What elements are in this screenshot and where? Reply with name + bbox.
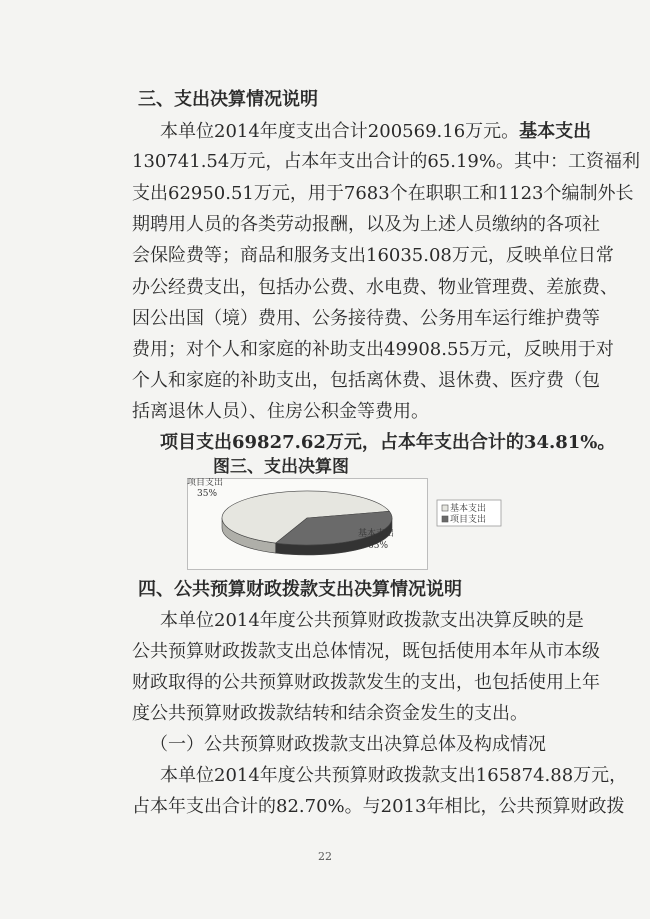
basic-expense-label: 基本支出 <box>519 121 592 142</box>
paragraph-line: 本单位2014年度公共预算财政拨款支出165874.88万元， <box>160 765 628 786</box>
paragraph-line: 130741.54万元，占本年支出合计的65.19%。其中：工资福利 <box>132 151 640 172</box>
slice-label-basic-name: 基本支出 <box>358 529 395 539</box>
slice-label-project-pct: 35% <box>197 489 218 499</box>
legend-label-basic: 基本支出 <box>450 504 487 514</box>
slice-label-basic-pct: 65% <box>368 541 389 551</box>
paragraph-line: 度公共预算财政拨款结转和结余资金发生的支出。 <box>132 703 528 724</box>
paragraph-line: 括离退休人员）、住房公积金等费用。 <box>132 401 429 422</box>
pie-group <box>222 491 395 555</box>
subsection-heading: （一）公共预算财政拨款支出决算总体及构成情况 <box>150 734 546 755</box>
section-4-heading: 四、公共预算财政拨款支出决算情况说明 <box>138 579 462 600</box>
paragraph-line: 办公经费支出，包括办公费、水电费、物业管理费、差旅费、 <box>132 277 618 298</box>
paragraph-line: 费用；对个人和家庭的补助支出49908.55万元，反映用于对 <box>132 339 614 360</box>
paragraph-line <box>160 120 592 144</box>
chart-title: 图三、支出决算图 <box>213 457 349 477</box>
paragraph-line: 因公出国（境）费用、公务接待费、公务用车运行维护费等 <box>132 308 600 329</box>
slice-label-project-name: 项目支出 <box>187 478 224 488</box>
project-expense-line: 项目支出69827.62万元，占本年支出合计的34.81%。 <box>160 432 616 453</box>
paragraph-line: 占本年支出合计的82.70%。与2013年相比，公共预算财政拨 <box>132 796 625 817</box>
legend-swatch-basic <box>442 505 448 511</box>
paragraph-line: 财政取得的公共预算财政拨款发生的支出，也包括使用上年 <box>132 672 600 693</box>
legend-label-project: 项目支出 <box>450 515 487 525</box>
paragraph-line: 本单位2014年度公共预算财政拨款支出决算反映的是 <box>160 610 584 631</box>
expense-pie-chart <box>187 478 503 570</box>
page-number: 22 <box>318 850 332 863</box>
legend-swatch-project <box>442 516 448 522</box>
paragraph-line: 个人和家庭的补助支出，包括离休费、退休费、医疗费（包 <box>132 370 600 391</box>
paragraph-line: 会保险费等；商品和服务支出16035.08万元，反映单位日常 <box>132 245 614 266</box>
paragraph-line: 支出62950.51万元，用于7683个在职职工和1123个编制外长 <box>132 183 634 204</box>
paragraph-text: 本单位2014年度支出合计200569.16万元。 <box>160 121 520 142</box>
paragraph-line: 期聘用人员的各类劳动报酬，以及为上述人员缴纳的各项社 <box>132 214 600 235</box>
section-3-heading: 三、支出决算情况说明 <box>138 89 318 110</box>
paragraph-line: 公共预算财政拨款支出总体情况，既包括使用本年从市本级 <box>132 641 600 662</box>
